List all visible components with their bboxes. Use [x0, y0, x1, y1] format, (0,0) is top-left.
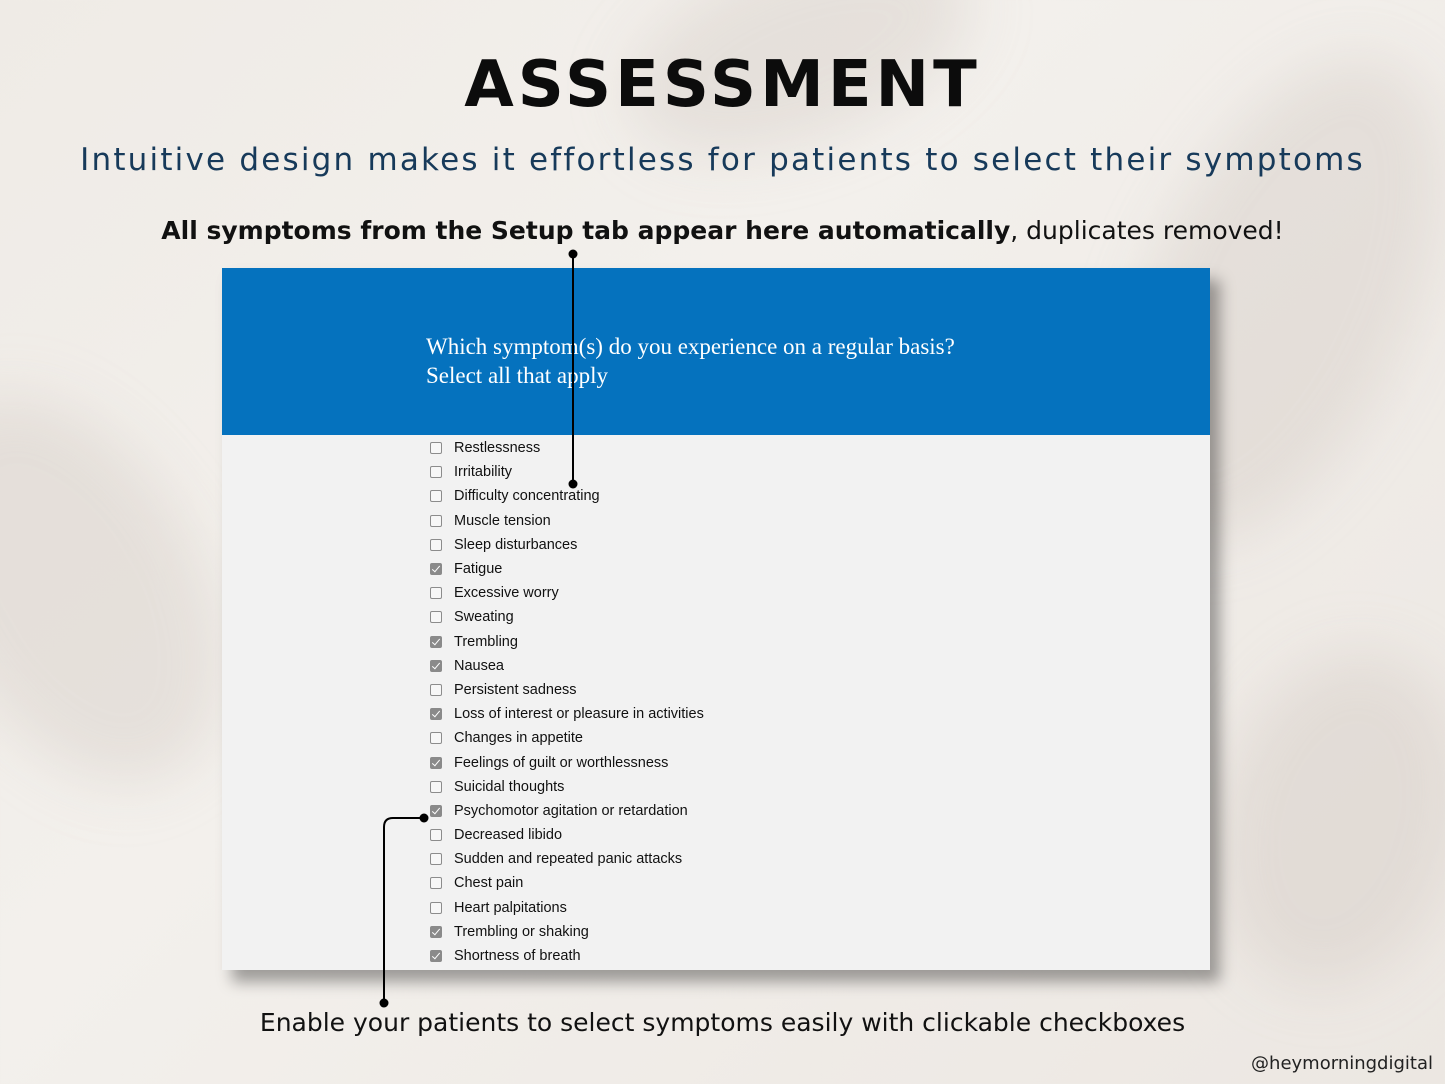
symptom-option-label: Irritability — [454, 464, 513, 481]
symptom-option-label: Sleep disturbances — [454, 536, 578, 553]
question-line-1: Which symptom(s) do you experience on a regular basis? — [426, 334, 955, 359]
symptom-option[interactable] — [430, 750, 704, 774]
symptom-option-label: Decreased libido — [454, 827, 563, 844]
unchecked-checkbox[interactable] — [430, 515, 442, 527]
symptom-option[interactable] — [430, 533, 704, 557]
symptom-option[interactable] — [430, 823, 704, 847]
symptom-option-label: Sudden and repeated panic attacks — [454, 851, 683, 868]
symptom-option[interactable] — [430, 920, 704, 944]
symptom-option-label: Trembling — [454, 633, 518, 650]
checked-checkbox[interactable] — [430, 757, 442, 769]
symptom-option[interactable] — [430, 509, 704, 533]
page-title: ASSESSMENT — [464, 48, 981, 122]
symptom-option[interactable] — [430, 630, 704, 654]
symptom-option-label: Feelings of guilt or worthlessness — [454, 754, 669, 771]
symptom-option-label: Heart palpitations — [454, 899, 567, 916]
unchecked-checkbox[interactable] — [430, 829, 442, 841]
symptom-option[interactable] — [430, 896, 704, 920]
page-subtitle: Intuitive design makes it effortless for patients to select their symptoms — [80, 142, 1365, 178]
symptom-option[interactable] — [430, 436, 704, 460]
symptom-option-label: Muscle tension — [454, 512, 551, 529]
symptom-option[interactable] — [430, 581, 704, 605]
question-text — [426, 332, 955, 390]
unchecked-checkbox[interactable] — [430, 781, 442, 793]
symptom-option-label: Restlessness — [454, 440, 541, 457]
symptom-option-label: Excessive worry — [454, 585, 559, 602]
symptom-option-label: Sweating — [454, 609, 514, 626]
symptom-form-panel — [222, 268, 1210, 970]
symptom-checkbox-list — [430, 436, 704, 968]
symptom-option-label: Shortness of breath — [454, 948, 581, 965]
unchecked-checkbox[interactable] — [430, 490, 442, 502]
symptom-option-label: Fatigue — [454, 561, 503, 578]
top-annotation-rest: , duplicates removed! — [1010, 216, 1284, 245]
symptom-option-label: Persistent sadness — [454, 681, 577, 698]
symptom-option-label: Psychomotor agitation or retardation — [454, 802, 688, 819]
checked-checkbox[interactable] — [430, 660, 442, 672]
symptom-option[interactable] — [430, 460, 704, 484]
checked-checkbox[interactable] — [430, 805, 442, 817]
bottom-annotation: Enable your patients to select symptoms easily with clickable checkboxes — [259, 1008, 1186, 1037]
symptom-option[interactable] — [430, 775, 704, 799]
symptom-option[interactable] — [430, 678, 704, 702]
symptom-option-label: Changes in appetite — [454, 730, 583, 747]
unchecked-checkbox[interactable] — [430, 466, 442, 478]
checked-checkbox[interactable] — [430, 708, 442, 720]
symptom-option[interactable] — [430, 557, 704, 581]
question-line-2: Select all that apply — [426, 363, 609, 388]
symptom-option[interactable] — [430, 799, 704, 823]
symptom-option[interactable] — [430, 726, 704, 750]
unchecked-checkbox[interactable] — [430, 853, 442, 865]
unchecked-checkbox[interactable] — [430, 587, 442, 599]
symptom-option-label: Trembling or shaking — [454, 923, 589, 940]
unchecked-checkbox[interactable] — [430, 539, 442, 551]
symptom-option[interactable] — [430, 702, 704, 726]
symptom-option-label: Nausea — [454, 657, 504, 674]
symptom-option[interactable] — [430, 847, 704, 871]
unchecked-checkbox[interactable] — [430, 732, 442, 744]
brand-handle: @heymorningdigital — [1251, 1053, 1433, 1074]
top-annotation-bold: All symptoms from the Setup tab appear here automatically — [161, 216, 1011, 245]
unchecked-checkbox[interactable] — [430, 877, 442, 889]
unchecked-checkbox[interactable] — [430, 611, 442, 623]
unchecked-checkbox[interactable] — [430, 902, 442, 914]
symptom-option-label: Difficulty concentrating — [454, 488, 600, 505]
background-shadow — [1180, 625, 1445, 1016]
checked-checkbox[interactable] — [430, 636, 442, 648]
checked-checkbox[interactable] — [430, 926, 442, 938]
symptom-option[interactable] — [430, 871, 704, 895]
unchecked-checkbox[interactable] — [430, 684, 442, 696]
checked-checkbox[interactable] — [430, 563, 442, 575]
top-annotation — [0, 216, 1445, 245]
symptom-option-label: Loss of interest or pleasure in activities — [454, 706, 704, 723]
unchecked-checkbox[interactable] — [430, 442, 442, 454]
checked-checkbox[interactable] — [430, 950, 442, 962]
symptom-option-label: Chest pain — [454, 875, 524, 892]
question-header — [222, 268, 1210, 435]
symptom-option-label: Suicidal thoughts — [454, 778, 565, 795]
symptom-option[interactable] — [430, 654, 704, 678]
symptom-option[interactable] — [430, 605, 704, 629]
symptom-option[interactable] — [430, 484, 704, 508]
symptom-option[interactable] — [430, 944, 704, 968]
